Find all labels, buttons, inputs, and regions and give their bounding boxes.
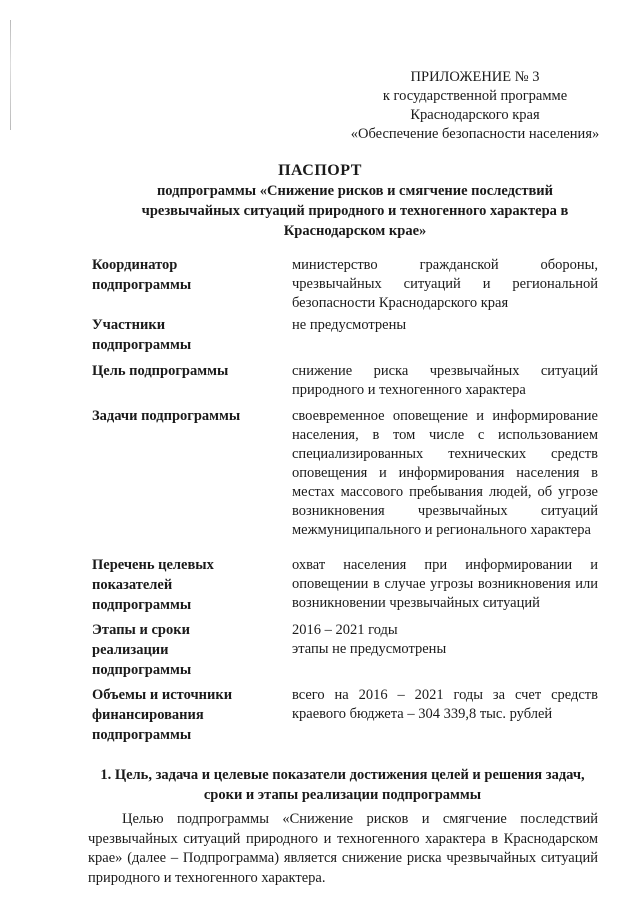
row-label-coordinator: Координатор подпрограммы xyxy=(92,257,192,293)
row-value-tasks: своевременное оповещение и информирование населения, в том числе с использованием специализированных технических средств оповещения и информирования населения в местах массового пребывания людей, об угрозе возникновения чрезвычайных ситуаций межмуниципального и регионального характера xyxy=(292,408,598,538)
row-value-stages-years: 2016 – 2021 годы xyxy=(292,622,398,638)
row-value-indicators: охват населения при информировании и оповещении в случае угрозы возникновения или возникновении чрезвычайных ситуаций xyxy=(292,557,598,611)
appendix-program-name: «Обеспечение безопасности населения» xyxy=(350,126,600,142)
row-label-stages: Этапы и сроки реализации подпрограммы xyxy=(92,622,192,678)
row-value-participants: не предусмотрены xyxy=(292,317,407,333)
row-value-funding: всего на 2016 – 2021 годы за счет средств краевого бюджета – 304 339,8 тыс. рублей xyxy=(292,687,598,722)
passport-subtitle: подпрограммы «Снижение рисков и смягчение последствий чрезвычайных ситуаций природного и техногенного характера в Краснодарском крае» xyxy=(141,183,569,239)
row-value-stages xyxy=(292,621,598,659)
row-value-stages-note: этапы не предусмотрены xyxy=(292,641,447,657)
section-1-paragraph: Целью подпрограммы «Снижение рисков и смягчение последствий чрезвычайных ситуаций природного и техногенного характера в Краснодарском крае» (далее – Подпрограмма) является снижение риска чрезвычайных ситуаций природного и техногенного характера. xyxy=(88,811,598,886)
passport-title: ПАСПОРТ xyxy=(278,162,362,179)
row-value-coordinator: министерство гражданской обороны, чрезвычайных ситуаций и региональной безопасности Краснодарского края xyxy=(292,257,598,311)
row-label-participants: Участники подпрограммы xyxy=(92,317,192,353)
appendix-region: Краснодарского края xyxy=(410,107,540,123)
section-1-heading: 1. Цель, задача и целевые показатели достижения целей и решения задач, сроки и этапы реализации подпрограммы xyxy=(100,767,585,803)
appendix-program-ref: к государственной программе xyxy=(382,88,568,104)
row-label-indicators: Перечень целевых показателей подпрограммы xyxy=(92,557,214,613)
row-label-funding: Объемы и источники финансирования подпрограммы xyxy=(92,687,233,743)
row-label-tasks: Задачи подпрограммы xyxy=(92,408,241,424)
row-label-goal: Цель подпрограммы xyxy=(92,363,229,379)
appendix-number: ПРИЛОЖЕНИЕ № 3 xyxy=(410,69,540,85)
row-value-goal: снижение риска чрезвычайных ситуаций природного и техногенного характера xyxy=(292,363,598,398)
